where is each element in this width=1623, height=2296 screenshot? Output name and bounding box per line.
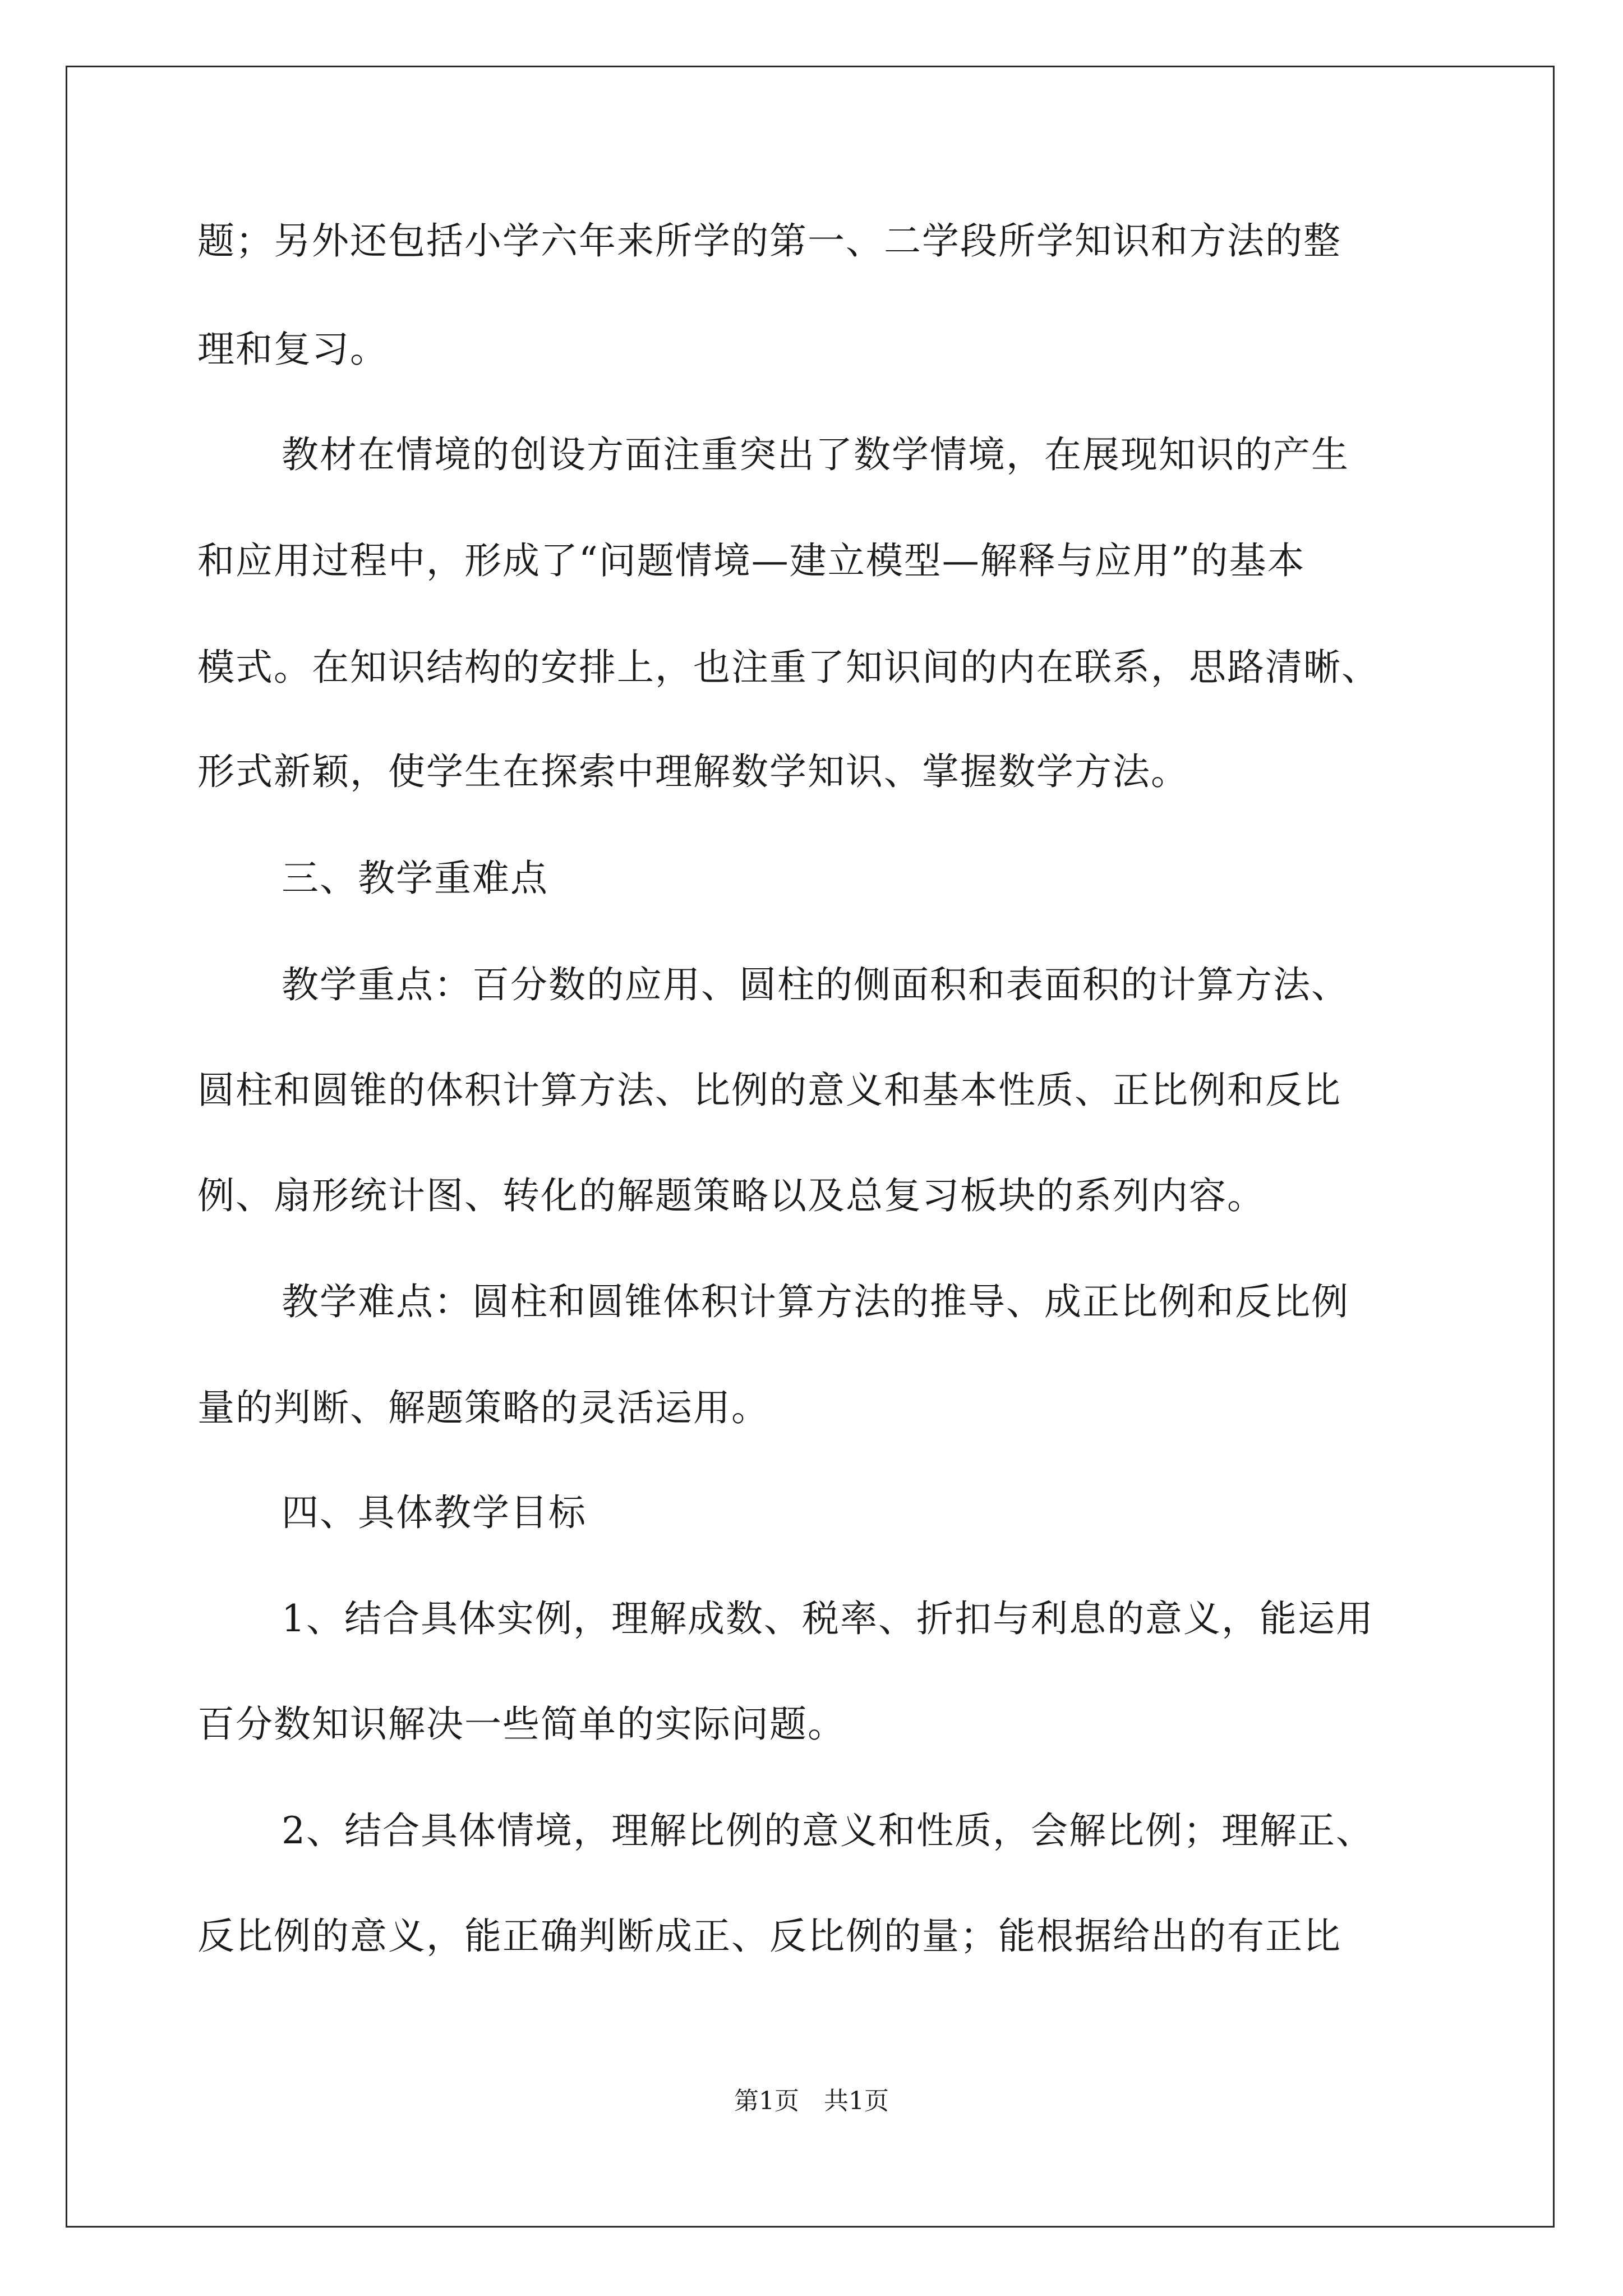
- text-line: 模式。在知识结构的安排上，也注重了知识间的内在联系，思路清晰、: [197, 646, 1380, 689]
- text-line: 教学难点：圆柱和圆锥体积计算方法的推导、成正比例和反比例: [282, 1280, 1349, 1323]
- text-line: 例、扇形统计图、转化的解题策略以及总复习板块的系列内容。: [197, 1174, 1265, 1217]
- text-line: 1、结合具体实例，理解成数、税率、折扣与利息的意义，能运用: [282, 1597, 1374, 1640]
- text-line: 教学重点：百分数的应用、圆柱的侧面积和表面积的计算方法、: [282, 963, 1349, 1006]
- section-heading: 三、教学重难点: [282, 857, 548, 900]
- text-line: 题；另外还包括小学六年来所学的第一、二学段所学知识和方法的整: [197, 219, 1341, 263]
- page-number-footer: 第1页 共1页: [734, 2087, 889, 2115]
- text-line: 理和复习。: [197, 328, 388, 371]
- text-line: 量的判断、解题策略的灵活运用。: [197, 1386, 769, 1429]
- page-border: [66, 66, 1555, 2228]
- text-line: 圆柱和圆锥的体积计算方法、比例的意义和基本性质、正比例和反比: [197, 1069, 1341, 1112]
- section-heading: 四、具体教学目标: [282, 1491, 587, 1534]
- text-line: 形式新颖，使学生在探索中理解数学知识、掌握数学方法。: [197, 750, 1189, 793]
- text-line: 百分数知识解决一些简单的实际问题。: [197, 1703, 846, 1746]
- text-line: 反比例的意义，能正确判断成正、反比例的量；能根据给出的有正比: [197, 1915, 1341, 1958]
- text-line: 和应用过程中，形成了“问题情境—建立模型—解释与应用”的基本: [197, 539, 1306, 582]
- text-line: 2、结合具体情境，理解比例的意义和性质，会解比例；理解正、: [282, 1809, 1374, 1852]
- text-line: 教材在情境的创设方面注重突出了数学情境，在展现知识的产生: [282, 433, 1349, 476]
